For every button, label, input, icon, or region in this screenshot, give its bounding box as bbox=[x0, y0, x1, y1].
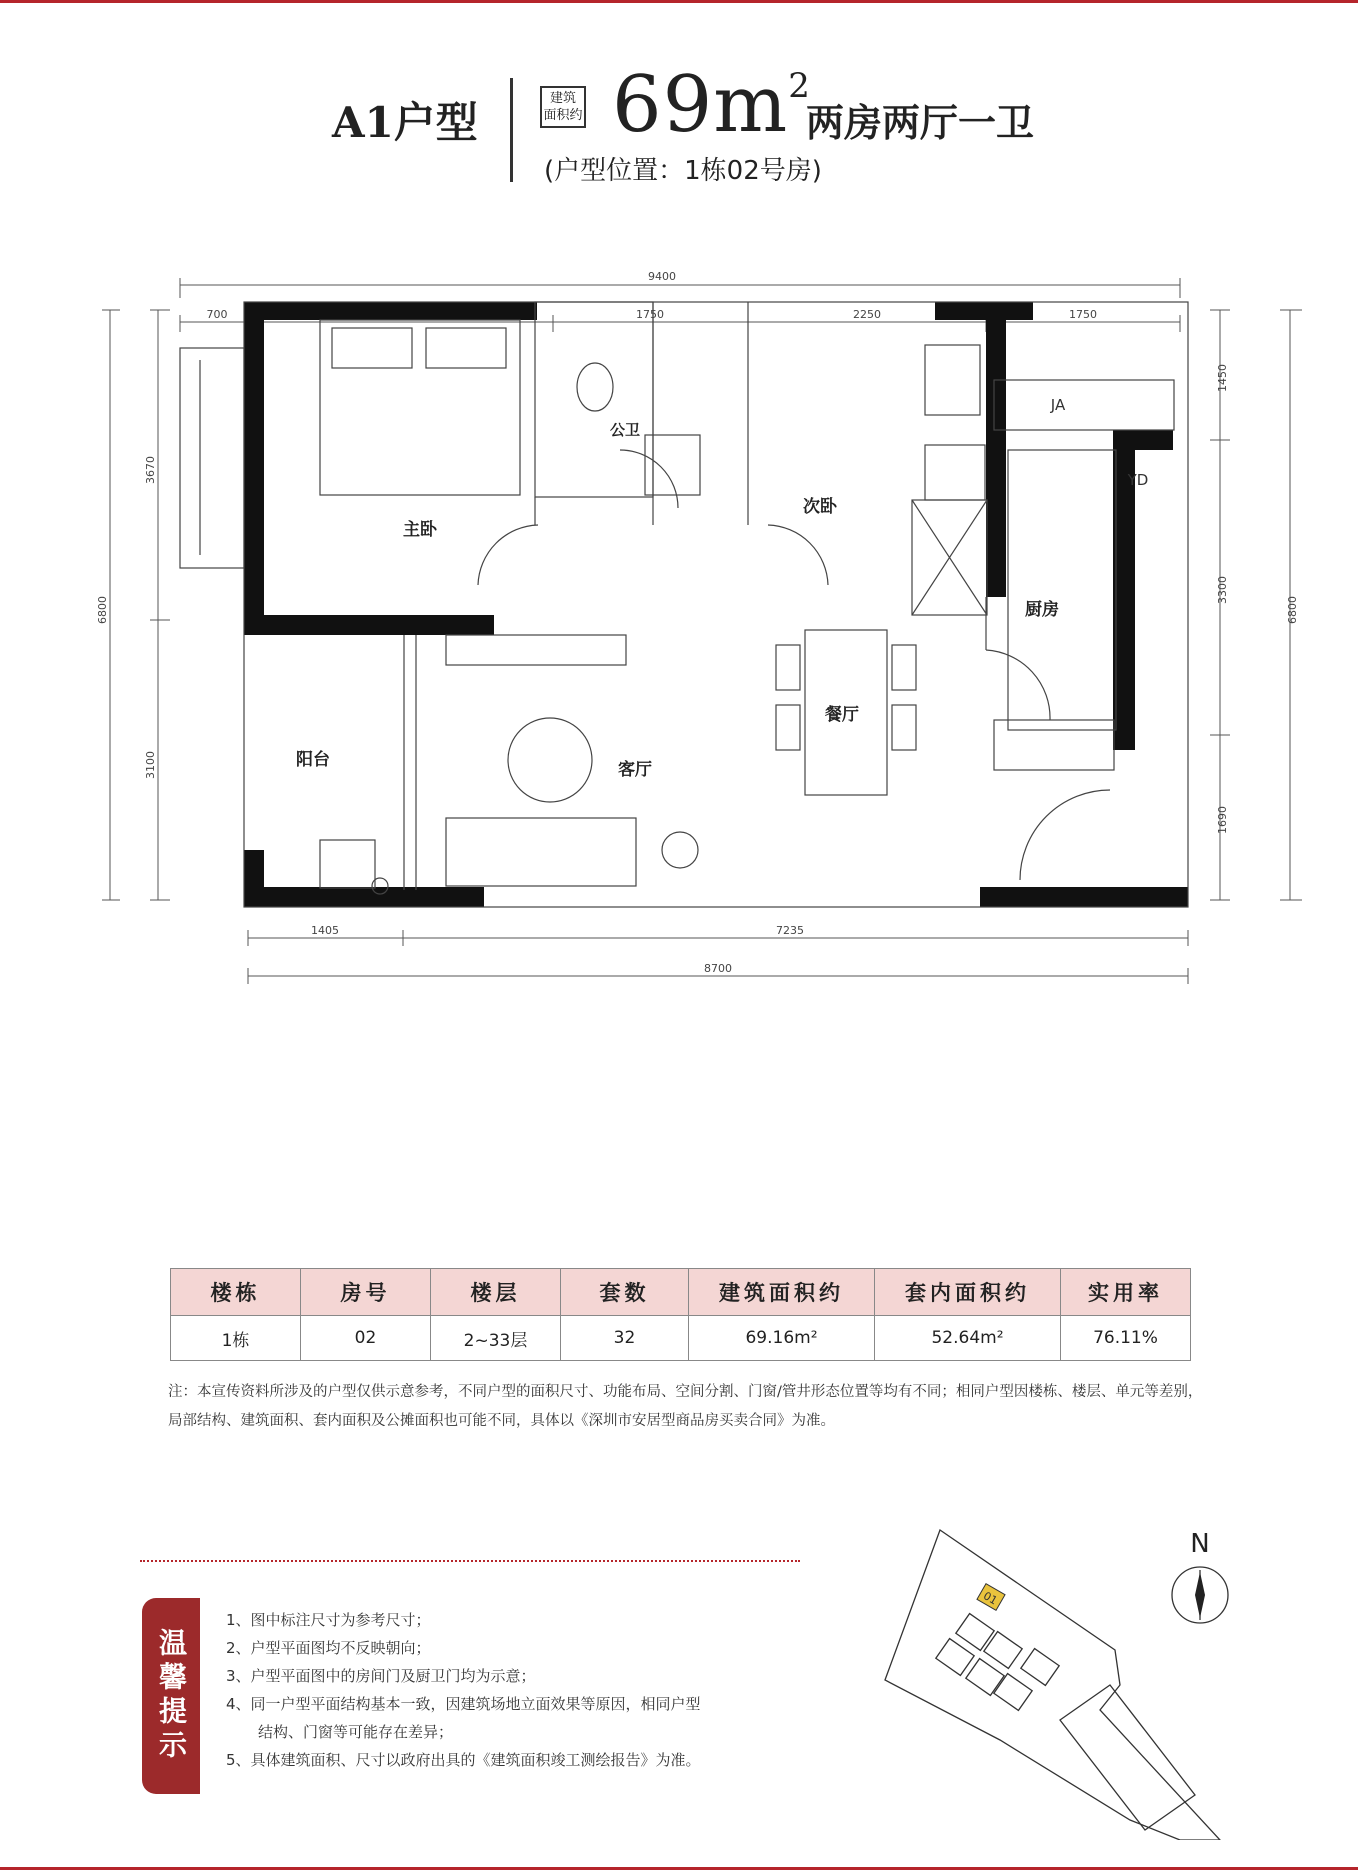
bay-window bbox=[180, 348, 244, 568]
site-block bbox=[1060, 1685, 1195, 1830]
room-layout: 两房两厅一卫 bbox=[806, 100, 1035, 145]
area-value bbox=[612, 60, 811, 150]
tip-item: 1、图中标注尺寸为参考尺寸； bbox=[226, 1611, 431, 1629]
area-number: 69m bbox=[612, 60, 789, 150]
floor-plan bbox=[80, 250, 1310, 1170]
tip-item: 2、户型平面图均不反映朝向； bbox=[226, 1639, 431, 1657]
wall bbox=[980, 887, 1188, 907]
unit-type-title: A1户型 bbox=[332, 98, 478, 147]
wall bbox=[244, 615, 494, 635]
tips-tab: 温馨提示 bbox=[142, 1598, 200, 1794]
unit-location: (户型位置：1栋02号房) bbox=[544, 156, 822, 186]
coffee-table bbox=[508, 718, 592, 802]
disclaimer-note: 注：本宣传资料所涉及的户型仅供示意参考，不同户型的面积尺寸、功能布局、空间分割、门窗/管井形态位置等均有不同；相同户型因楼栋、楼层、单元等差别，局部结构、建筑面积、套内面积及公摊面积也可能不同，具体以《深圳市安居型商品房买卖合同》为准。 bbox=[168, 1384, 1203, 1429]
room-bathroom: 公卫 bbox=[609, 421, 641, 439]
room-second-bedroom: 次卧 bbox=[803, 497, 837, 517]
kitchen-counter bbox=[1008, 450, 1116, 730]
dotted-divider bbox=[140, 1560, 800, 1562]
dim-top-4: 2250 bbox=[853, 308, 881, 321]
dim-top-3: 1750 bbox=[636, 308, 664, 321]
room-kitchen: 厨房 bbox=[1025, 600, 1059, 620]
master-bed bbox=[320, 320, 520, 495]
appliance-yd: YD bbox=[1127, 471, 1149, 489]
dim-bottom-2: 7235 bbox=[776, 924, 804, 937]
tip-item: 4、同一户型平面结构基本一致，因建筑场地立面效果等原因，相同户型 bbox=[226, 1695, 701, 1713]
cell-gross-area: 69.16m² bbox=[689, 1316, 875, 1361]
wall bbox=[244, 302, 537, 320]
sofa bbox=[446, 818, 636, 886]
col-gross-area: 建筑面积约 bbox=[689, 1269, 875, 1316]
appliance-ja: JA bbox=[1050, 396, 1066, 414]
dim-top-5: 1750 bbox=[1069, 308, 1097, 321]
tip-item: 结构、门窗等可能存在差异； bbox=[258, 1723, 454, 1741]
cell-efficiency: 76.11% bbox=[1061, 1316, 1191, 1361]
cell-building: 1栋 bbox=[171, 1316, 301, 1361]
north-label: N bbox=[1190, 1529, 1210, 1559]
dim-left-1: 3670 bbox=[144, 456, 157, 484]
header-divider bbox=[510, 78, 513, 182]
col-building: 楼栋 bbox=[171, 1269, 301, 1316]
dim-top-total: 9400 bbox=[648, 270, 676, 283]
dim-right-1: 1450 bbox=[1216, 364, 1229, 392]
dim-bottom-1: 1405 bbox=[311, 924, 339, 937]
stamp-line-2: 面积约 bbox=[543, 108, 583, 123]
col-net-area: 套内面积约 bbox=[875, 1269, 1061, 1316]
unit-info-table bbox=[170, 1268, 1191, 1361]
col-room-no: 房号 bbox=[301, 1269, 431, 1316]
dim-bottom-total: 8700 bbox=[704, 962, 732, 975]
kitchen-bottom bbox=[994, 720, 1114, 770]
north-arrow-icon bbox=[1195, 1572, 1205, 1618]
dim-left-2: 3100 bbox=[144, 751, 157, 779]
dim-right-2: 3300 bbox=[1216, 576, 1229, 604]
col-units: 套数 bbox=[561, 1269, 689, 1316]
cell-room-no: 02 bbox=[301, 1316, 431, 1361]
table-row bbox=[171, 1316, 1191, 1361]
site-map bbox=[880, 1520, 1240, 1840]
wall bbox=[244, 887, 484, 907]
wall bbox=[244, 302, 264, 632]
top-border bbox=[0, 0, 1358, 3]
wall bbox=[1113, 430, 1173, 450]
cell-units: 32 bbox=[561, 1316, 689, 1361]
wall bbox=[935, 302, 1033, 320]
tips-list bbox=[226, 1606, 806, 1774]
cell-net-area: 52.64m² bbox=[875, 1316, 1061, 1361]
room-dining: 餐厅 bbox=[825, 705, 859, 725]
dim-left-total: 6800 bbox=[96, 596, 109, 624]
area-superscript: 2 bbox=[788, 66, 811, 106]
col-efficiency: 实用率 bbox=[1061, 1269, 1191, 1316]
dim-right-total: 6800 bbox=[1286, 596, 1299, 624]
area-stamp bbox=[540, 86, 586, 128]
tip-item: 5、具体建筑面积、尺寸以政府出具的《建筑面积竣工测绘报告》为准。 bbox=[226, 1751, 701, 1769]
dim-top-1: 700 bbox=[206, 308, 228, 321]
col-floor: 楼层 bbox=[431, 1269, 561, 1316]
stamp-line-1: 建筑 bbox=[549, 91, 576, 106]
room-balcony: 阳台 bbox=[296, 750, 330, 770]
wall bbox=[986, 302, 1006, 597]
cell-floor: 2~33层 bbox=[431, 1316, 561, 1361]
tip-item: 3、户型平面图中的房间门及厨卫门均为示意； bbox=[226, 1667, 536, 1685]
room-master-bedroom: 主卧 bbox=[403, 520, 437, 540]
ja-area bbox=[994, 380, 1174, 430]
dim-right-3: 1690 bbox=[1216, 806, 1229, 834]
table-header-row bbox=[171, 1269, 1191, 1316]
site-boundary bbox=[885, 1530, 1220, 1840]
room-living: 客厅 bbox=[618, 760, 652, 780]
building-label: 01 bbox=[980, 1589, 1000, 1608]
